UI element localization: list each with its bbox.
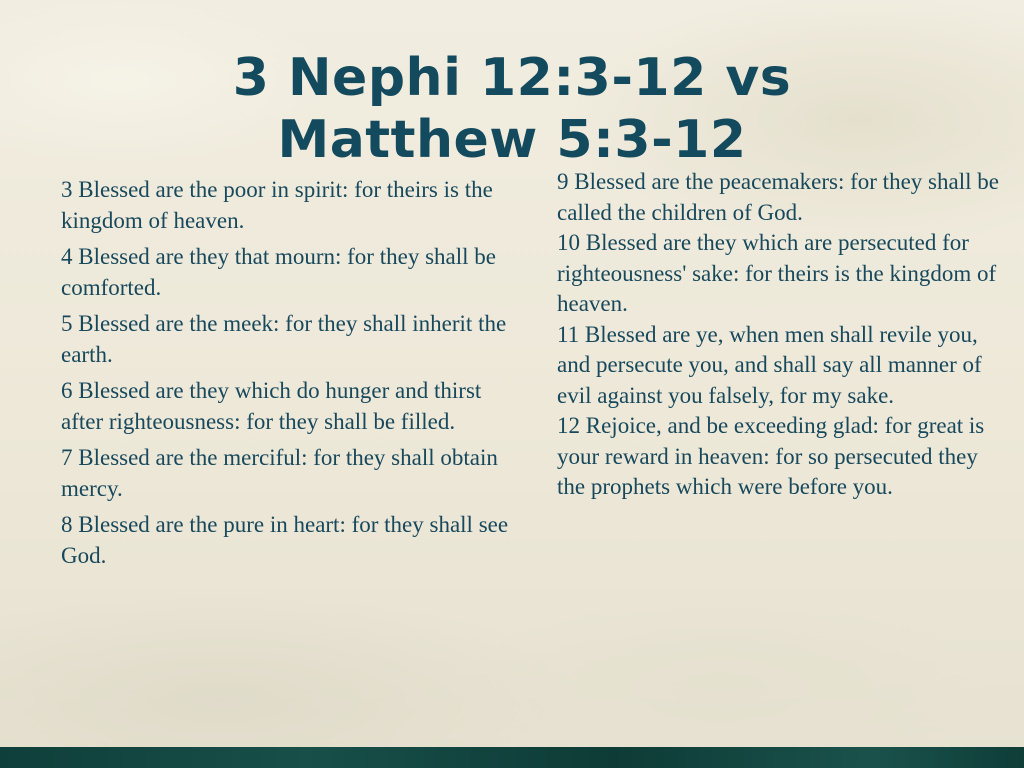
right-column [557,167,1002,503]
verse-6: 6 Blessed are they which do hunger and thirst after righteousness: for they shall be filled. [61,378,482,434]
verse-9: 9 Blessed are the peacemakers: for they shall be called the children of God. [557,169,999,225]
left-column [61,175,521,577]
slide-title-line-2: Matthew 5:3-12 [277,109,747,170]
verse-12: 12 Rejoice, and be exceeding glad: for great is your reward in heaven: for so persecuted they the prophets which were before you. [557,413,985,499]
verse-10: 10 Blessed are they which are persecuted for righteousness' sake: for theirs is the kingdom of heaven. [557,230,997,316]
verse-7: 7 Blessed are the merciful: for they shall obtain mercy. [61,445,498,501]
verse-11: 11 Blessed are ye, when men shall revile you, and persecute you, and shall say all manner of evil against you falsely, for my sake. [557,321,982,408]
verse-5: 5 Blessed are the meek: for they shall inherit the earth. [61,311,507,367]
verse-8: 8 Blessed are the pure in heart: for they shall see God. [61,512,509,568]
footer-bar [0,747,1024,768]
verse-4: 4 Blessed are they that mourn: for they shall be comforted. [61,244,496,300]
slide-title-line-1: 3 Nephi 12:3-12 vs [232,47,792,108]
slide-title [0,47,1024,171]
verse-3: 3 Blessed are the poor in spirit: for theirs is the kingdom of heaven. [61,177,493,233]
